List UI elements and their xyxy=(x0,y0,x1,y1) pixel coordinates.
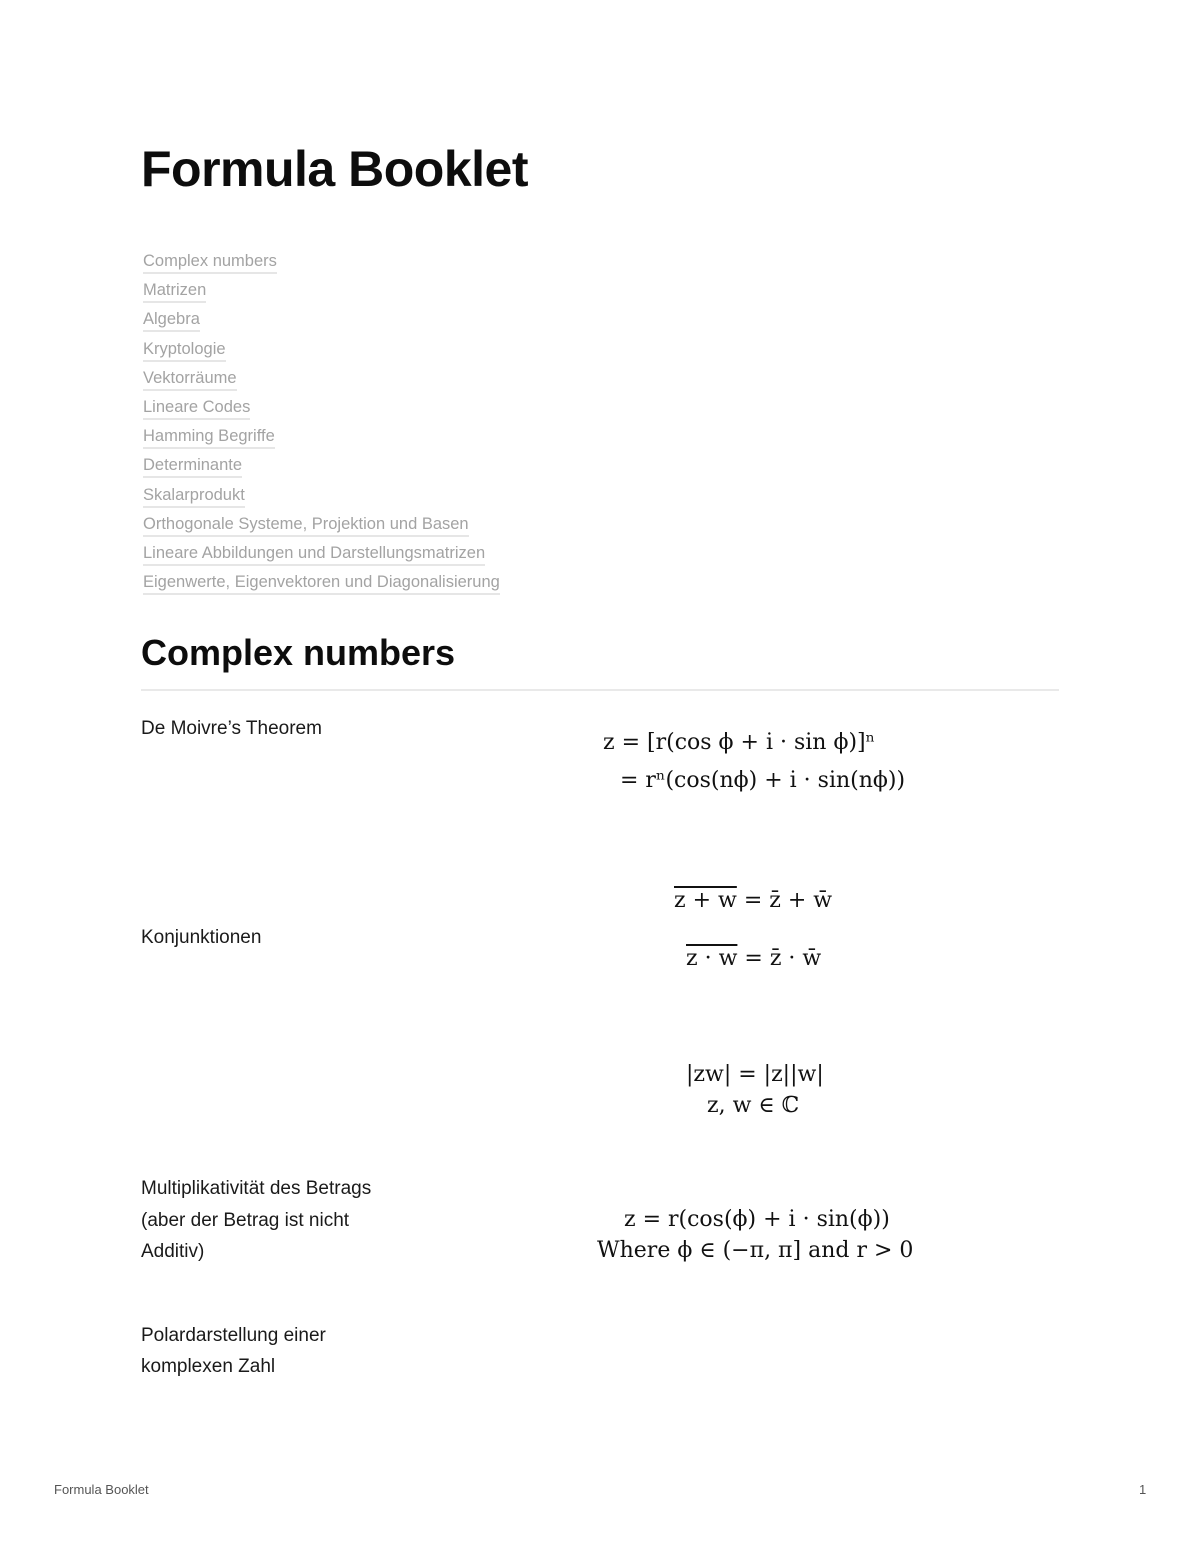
formula-absolute-multiplicative: |zw| = |z||w| xyxy=(686,1062,824,1087)
formula-de-moivre-line1: z = [r(cos ϕ + i · sin ϕ)]ⁿ xyxy=(603,730,876,755)
table-of-contents xyxy=(143,249,500,599)
formula-conjugate-sum xyxy=(674,888,832,913)
footer-page-number: 1 xyxy=(1139,1482,1147,1497)
formula-polar-form: z = r(cos(ϕ) + i · sin(ϕ)) xyxy=(624,1207,890,1232)
conjugate-sum-rhs: = z̄ + w̄ xyxy=(743,888,833,913)
page-title: Formula Booklet xyxy=(141,141,528,197)
label-multiplikativitaet-line2: (aber der Betrag ist nicht xyxy=(141,1210,350,1231)
toc-link-eigenwerte[interactable]: Eigenwerte, Eigenvektoren und Diagonalisierung xyxy=(143,570,500,599)
conjugate-sum-lhs: z + w xyxy=(674,888,737,913)
conjugate-product-lhs: z · w xyxy=(686,946,738,971)
formula-polar-condition: Where ϕ ∈ (−π, π] and r > 0 xyxy=(597,1238,914,1263)
formula-de-moivre-line2: = rⁿ(cos(nϕ) + i · sin(nϕ)) xyxy=(620,768,906,793)
toc-link-kryptologie[interactable]: Kryptologie xyxy=(143,337,500,366)
toc-link-matrizen[interactable]: Matrizen xyxy=(143,278,500,307)
label-multiplikativitaet-line1: Multiplikativität des Betrags xyxy=(141,1178,372,1199)
toc-link-orthogonale-systeme[interactable]: Orthogonale Systeme, Projektion und Basen xyxy=(143,512,500,541)
toc-link-lineare-abbildungen[interactable]: Lineare Abbildungen und Darstellungsmatrizen xyxy=(143,541,500,570)
section-heading-complex-numbers: Complex numbers xyxy=(141,632,456,673)
label-multiplikativitaet-line3: Additiv) xyxy=(141,1241,205,1262)
toc-link-hamming-begriffe[interactable]: Hamming Begriffe xyxy=(143,424,500,453)
label-polar-line2: komplexen Zahl xyxy=(141,1356,276,1377)
section-divider xyxy=(141,689,1059,691)
toc-link-determinante[interactable]: Determinante xyxy=(143,453,500,482)
toc-link-skalarprodukt[interactable]: Skalarprodukt xyxy=(143,483,500,512)
label-de-moivre: De Moivre’s Theorem xyxy=(141,718,322,739)
conjugate-product-rhs: = z̄ · w̄ xyxy=(744,946,822,971)
label-konjunktionen: Konjunktionen xyxy=(141,927,262,948)
toc-link-vektorraeume[interactable]: Vektorräume xyxy=(143,366,500,395)
toc-link-lineare-codes[interactable]: Lineare Codes xyxy=(143,395,500,424)
footer-title: Formula Booklet xyxy=(54,1482,149,1497)
toc-link-algebra[interactable]: Algebra xyxy=(143,307,500,336)
toc-link-complex-numbers[interactable]: Complex numbers xyxy=(143,249,500,278)
formula-conjugate-product xyxy=(686,946,821,971)
label-polar-line1: Polardarstellung einer xyxy=(141,1325,326,1346)
formula-complex-domain: z, w ∈ ℂ xyxy=(707,1093,800,1118)
